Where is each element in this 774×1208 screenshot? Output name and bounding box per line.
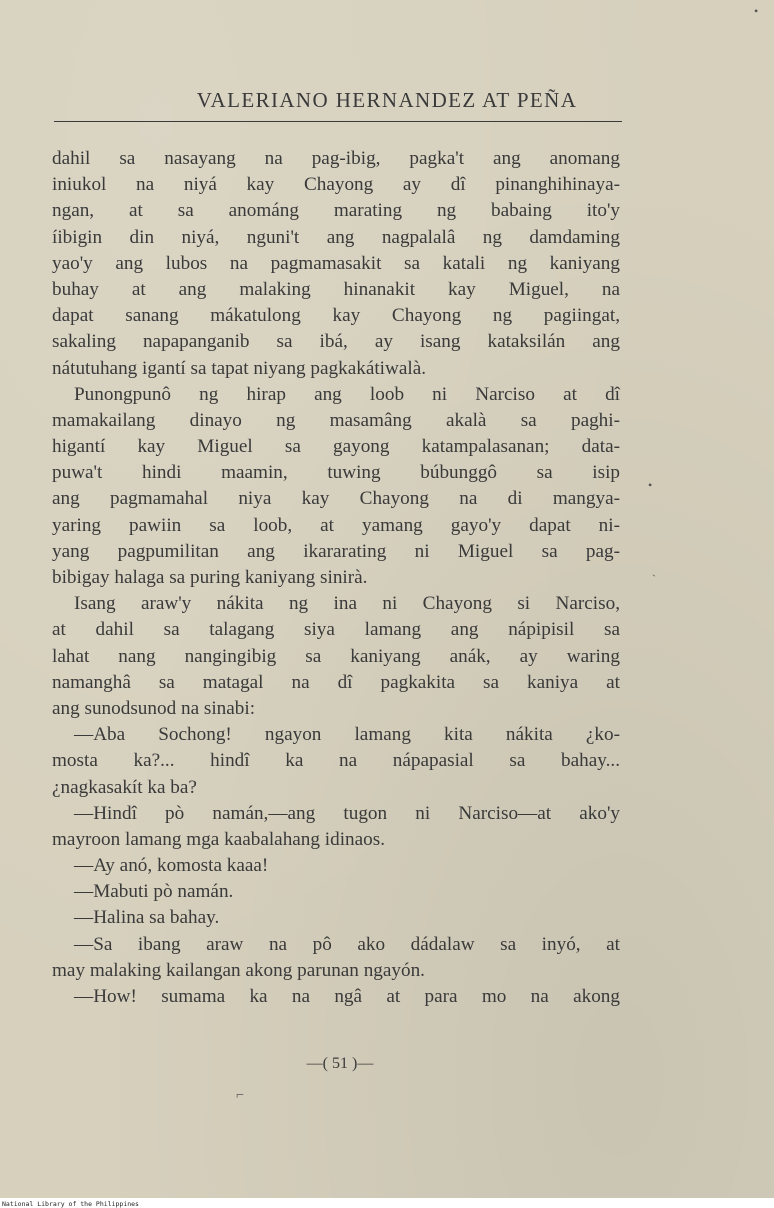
text-line: —How! sumama ka na ngâ at para mo na akong [74,986,620,1007]
text-line: higantí kay Miguel sa gayong katampalasanan; data- [52,436,620,458]
text-line: iniukol na niyá kay Chayong ay dî pinanghihinaya- [52,174,620,196]
text-line: yao'y ang lubos na pagmamasakit sa katali ng kaniyang [52,252,620,274]
text-line: mosta ka?... hindî ka na nápapasial sa bahay... [52,750,620,772]
text-line: ngan, at sa anománg marating ng babaing ito'y [52,200,620,222]
stray-mark: ˋ [652,572,656,586]
text-line: bibigay halaga sa puring kaniyang sinirà. [52,567,368,588]
text-line: puwa't hindi maamin, tuwing búbunggô sa isip [52,462,620,484]
text-line: at dahil sa talagang siya lamang ang nápipisil sa [52,619,620,641]
text-line: íibigin din niyá, nguni't ang nagpalalâ ng damdaming [52,226,620,248]
text-line: sakaling napapanganib sa ibá, ay isang kataksilán ang [52,331,620,353]
text-line: nátutuhang igantí sa tapat niyang pagkakátiwalà. [52,357,427,379]
text-line: —Mabuti pò namán. [74,881,234,903]
text-line: —Sa ibang araw na pô ako dádalaw sa inyó, at [74,933,620,955]
footer-credit: National Library of the Philippines [2,1200,139,1208]
text-line: Isang araw'y nákita ng ina ni Chayong si Narciso, [74,593,620,615]
page-number: —( 51 )— [306,1055,374,1072]
text-line: Punongpunô ng hirap ang loob ni Narciso at dî [74,383,620,405]
body-text [52,146,620,1010]
header-rule [54,121,622,122]
text-line: yang pagpumilitan ang ikararating ni Miguel sa pag- [52,540,620,562]
text-line: ¿nagkasakít ka ba? [52,776,197,798]
text-line: may malaking kailangan akong parunan ngayón. [52,959,425,981]
text-line: yaring pawiin sa loob, at yamang gayo'y dapat ni- [52,514,620,536]
stray-mark: • [754,4,759,18]
text-line: lahat nang nangingibig sa kaniyang anák, ay waring [52,645,620,667]
text-line: ang pagmamahal niya kay Chayong na di mangya- [52,488,620,510]
text-line: —Hindî pò namán,—ang tugon ni Narciso—at ako'y [74,802,620,824]
running-header: VALERIANO HERNANDEZ AT PEÑA [196,88,578,112]
text-line: ang sunodsunod na sinabi: [52,697,256,719]
text-line: —Ay anó, komosta kaaa! [74,855,269,877]
stray-mark: ⌐ [236,1088,244,1103]
text-line: mayroon lamang mga kaabalahang idinaos. [52,828,386,850]
text-line: dahil sa nasayang na pag-ibig, pagka't ang anomang [52,148,620,169]
text-line: dapat sanang mákatulong kay Chayong ng pagiingat, [52,305,620,327]
stray-mark: • [648,478,653,492]
text-line: namanghâ sa matagal na dî pagkakita sa kaniya at [52,671,620,693]
text-line: mamakailang dinayo ng masamâng akalà sa paghi- [52,409,620,431]
text-line: —Aba Sochong! ngayon lamang kita nákita ¿ko- [74,724,620,746]
text-line: buhay at ang malaking hinanakit kay Miguel, na [52,278,620,300]
text-line: —Halina sa bahay. [74,907,220,929]
